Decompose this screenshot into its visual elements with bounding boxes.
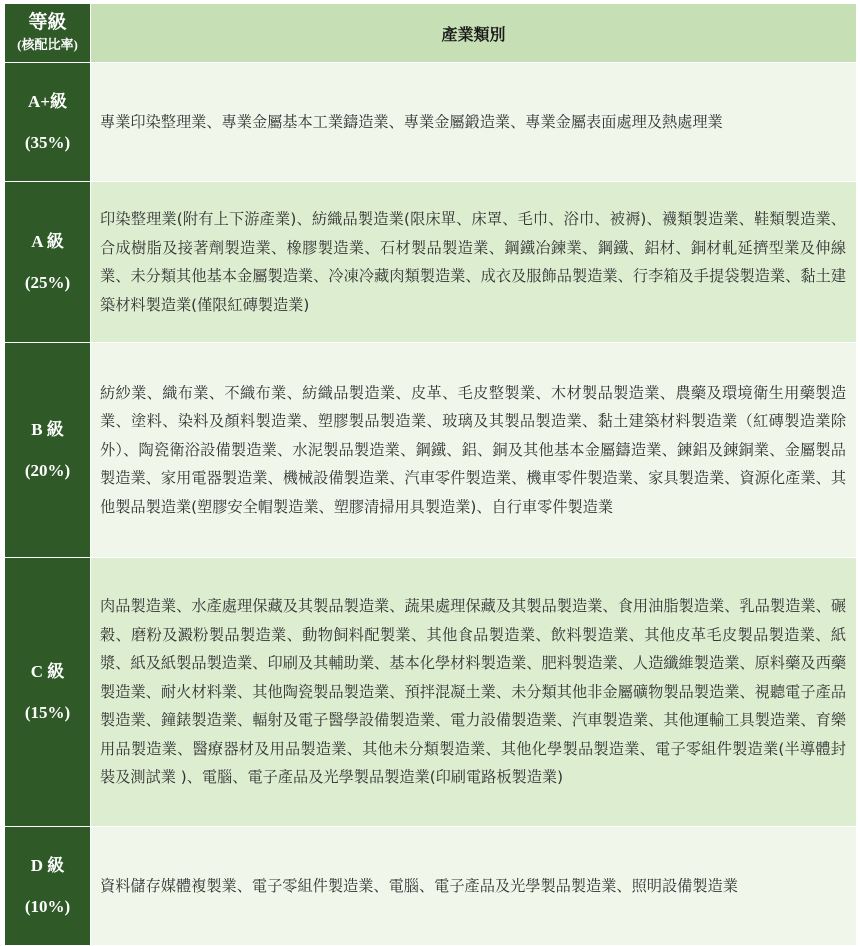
grade-cell bbox=[5, 343, 91, 558]
grade-cell bbox=[5, 182, 91, 343]
grade-cell bbox=[5, 558, 91, 827]
grade-ratio: (20%) bbox=[24, 460, 71, 480]
industry-grade-table bbox=[4, 3, 857, 946]
table-row bbox=[5, 343, 857, 558]
grade-header-subtitle: (核配比率) bbox=[17, 37, 78, 52]
grade-header-title: 等級 bbox=[28, 12, 67, 33]
grade-ratio: (35%) bbox=[24, 132, 71, 152]
industry-cell: 肉品製造業、水產處理保藏及其製品製造業、蔬果處理保藏及其製品製造業、食用油脂製造業、乳品製造業、碾穀、磨粉及澱粉製品製造業、動物飼料配製業、其他食品製造業、飲料製造業、其他皮革毛皮製品製造業、紙漿、紙及紙製品製造業、印刷及其輔助業、基本化學材料製造業、肥料製造業、人造纖維製造業、原料藥及西藥製造業、耐火材料業、其他陶瓷製品製造業、預拌混凝土業、未分類其他非金屬礦物製品製造業、視聽電子產品製造業、鐘錶製造業、輻射及電子醫學設備製造業、電力設備製造業、汽車製造業、其他運輸工具製造業、育樂用品製造業、醫療器材及用品製造業、其他未分類製造業、其他化學製品製造業、電子零組件製造業(半導體封裝及測試業 )、電腦、電子產品及光學製品製造業(印刷電路板製造業) bbox=[91, 558, 857, 827]
industry-cell: 印染整理業(附有上下游產業)、紡織品製造業(限床單、床罩、毛巾、浴巾、被褥)、襪類製造業、鞋類製造業、合成樹脂及接著劑製造業、橡膠製造業、石材製品製造業、鋼鐵冶鍊業、鋼鐵、鋁材、銅材軋延擠型業及伸線業、未分類其他基本金屬製造業、冷凍冷藏肉類製造業、成衣及服飾品製造業、行李箱及手提袋製造業、黏土建築材料製造業(僅限紅磚製造業) bbox=[91, 182, 857, 343]
grade-cell bbox=[5, 827, 91, 946]
grade-ratio: (15%) bbox=[24, 702, 71, 722]
grade-cell bbox=[5, 63, 91, 182]
table-row bbox=[5, 182, 857, 343]
grade-name: B 級 bbox=[31, 419, 64, 439]
industry-column-header: 產業類別 bbox=[91, 4, 857, 63]
industry-cell: 資料儲存媒體複製業、電子零組件製造業、電腦、電子產品及光學製品製造業、照明設備製造業 bbox=[91, 827, 857, 946]
table-header-row bbox=[5, 4, 857, 63]
grade-ratio: (25%) bbox=[24, 272, 71, 292]
grade-name: C 級 bbox=[30, 661, 65, 681]
industry-cell: 紡紗業、織布業、不織布業、紡織品製造業、皮革、毛皮整製業、木材製品製造業、農藥及環境衛生用藥製造業、塗料、染料及顏料製造業、塑膠製品製造業、玻璃及其製品製造業、黏土建築材料製造業（紅磚製造業除外）、陶瓷衛浴設備製造業、水泥製品製造業、鋼鐵、鋁、銅及其他基本金屬鑄造業、鍊鋁及鍊銅業、金屬製品製造業、家用電器製造業、機械設備製造業、汽車零件製造業、機車零件製造業、家具製造業、資源化產業、其他製品製造業(塑膠安全帽製造業、塑膠清掃用具製造業)、自行車零件製造業 bbox=[91, 343, 857, 558]
industry-cell: 專業印染整理業、專業金屬基本工業鑄造業、專業金屬鍛造業、專業金屬表面處理及熱處理業 bbox=[91, 63, 857, 182]
grade-name: D 級 bbox=[30, 855, 65, 875]
table-row bbox=[5, 63, 857, 182]
grade-name: A+級 bbox=[28, 91, 67, 111]
grade-column-header bbox=[5, 4, 91, 63]
grade-ratio: (10%) bbox=[24, 896, 71, 916]
grade-name: A 級 bbox=[31, 231, 64, 251]
table-row bbox=[5, 827, 857, 946]
table-row bbox=[5, 558, 857, 827]
